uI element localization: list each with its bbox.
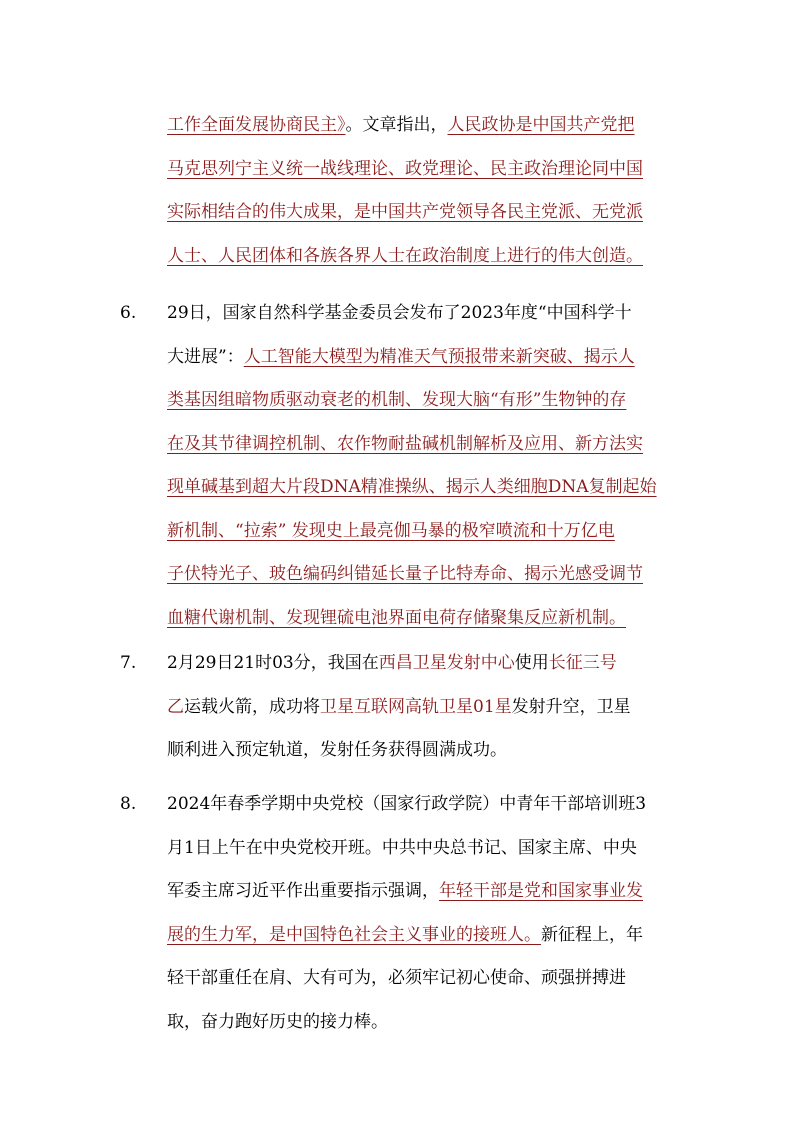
highlighted-text-segment: 长征三号 xyxy=(548,653,617,673)
list-item-number: 7. xyxy=(120,653,137,673)
list-item-number: 6. xyxy=(120,303,137,323)
text-line xyxy=(167,302,632,324)
text-line xyxy=(167,739,507,761)
text-line xyxy=(167,158,643,180)
highlighted-text-segment: 工作全面发展协商民主》 xyxy=(167,115,346,135)
highlighted-text-segment: 血糖代谢机制、发现锂硫电池界面电荷存储聚集反应新机制。 xyxy=(167,607,626,628)
text-line xyxy=(167,793,646,815)
highlighted-text-segment: 子伏特光子、玻色编码纠错延长量子比特寿命、揭示光感受调节 xyxy=(167,564,643,584)
text-segment: 取，奋力跑好历史的接力棒。 xyxy=(167,1011,388,1032)
highlighted-text-segment: 年轻干部是党和国家事业发 xyxy=(439,881,643,901)
text-line xyxy=(167,967,626,989)
text-line xyxy=(167,652,617,674)
highlighted-text-segment: 人工智能大模型为精准天气预报带来新突破、揭示人 xyxy=(243,346,635,367)
text-line xyxy=(167,563,643,585)
text-line xyxy=(167,389,626,411)
highlighted-text-segment: 新机制、“拉索” 发现史上最亮伽马暴的极窄喷流和十万亿电 xyxy=(167,520,615,541)
text-line xyxy=(167,476,657,498)
text-line xyxy=(167,433,643,455)
highlighted-text-segment: 展的生力军，是中国特色社会主义事业的接班人。 xyxy=(167,924,541,945)
text-segment: 顺利进入预定轨道，发射任务获得圆满成功。 xyxy=(167,740,507,760)
text-line xyxy=(167,1011,388,1033)
text-segment: 发射升空，卫星 xyxy=(511,696,631,717)
text-line xyxy=(167,245,643,267)
highlighted-text-segment: 乙 xyxy=(167,696,184,717)
text-segment: 大进展”： xyxy=(167,346,244,367)
text-line xyxy=(167,520,615,542)
text-line xyxy=(167,880,643,902)
text-segment: 2月29日21时03分，我国在 xyxy=(167,653,379,673)
text-line xyxy=(167,201,643,223)
text-segment: 月1日上午在中央党校开班。中共中央总书记、国家主席、中央 xyxy=(167,837,637,858)
text-segment: 军委主席习近平作出重要指示强调， xyxy=(167,881,439,901)
highlighted-text-segment: 类基因组暗物质驱动衰老的机制、发现大脑“有形”生物钟的存 xyxy=(167,390,627,410)
highlighted-text-segment: 人士、人民团体和各族各界人士在政治制度上进行的伟大创造。 xyxy=(167,245,643,266)
text-line xyxy=(167,924,643,946)
text-line xyxy=(167,346,635,368)
highlighted-text-segment: 现单碱基到超大片段DNA精准操纵、揭示人类细胞DNA复制起始 xyxy=(167,477,657,497)
text-segment: 29日，国家自然科学基金委员会发布了2023年度“中国科学十 xyxy=(167,303,632,323)
highlighted-text-segment: 卫星互联网高轨卫星01星 xyxy=(320,696,512,717)
text-line xyxy=(167,837,637,859)
text-segment: 轻干部重任在肩、大有可为，必须牢记初心使命、顽强拼搏进 xyxy=(167,968,626,988)
highlighted-text-segment: 人民政协是中国共产党把 xyxy=(447,115,635,135)
text-segment: 2024年春季学期中央党校（国家行政学院）中青年干部培训班3 xyxy=(167,794,647,814)
highlighted-text-segment: 实际相结合的伟大成果，是中国共产党领导各民主党派、无党派 xyxy=(167,202,643,222)
highlighted-text-segment: 在及其节律调控机制、农作物耐盐碱机制解析及应用、新方法实 xyxy=(167,433,643,454)
highlighted-text-segment: 西昌卫星发射中心 xyxy=(378,653,515,673)
text-segment: 。文章指出， xyxy=(345,115,448,135)
highlighted-text-segment: 马克思列宁主义统一战线理论、政党理论、民主政治理论同中国 xyxy=(167,158,643,179)
text-segment: 新征程上，年 xyxy=(541,924,643,945)
text-segment: 使用 xyxy=(514,653,549,673)
text-line xyxy=(167,114,635,136)
text-segment: 运载火箭，成功将 xyxy=(184,696,320,717)
text-line xyxy=(167,607,626,629)
list-item-number: 8. xyxy=(120,794,137,814)
text-line xyxy=(167,696,631,718)
